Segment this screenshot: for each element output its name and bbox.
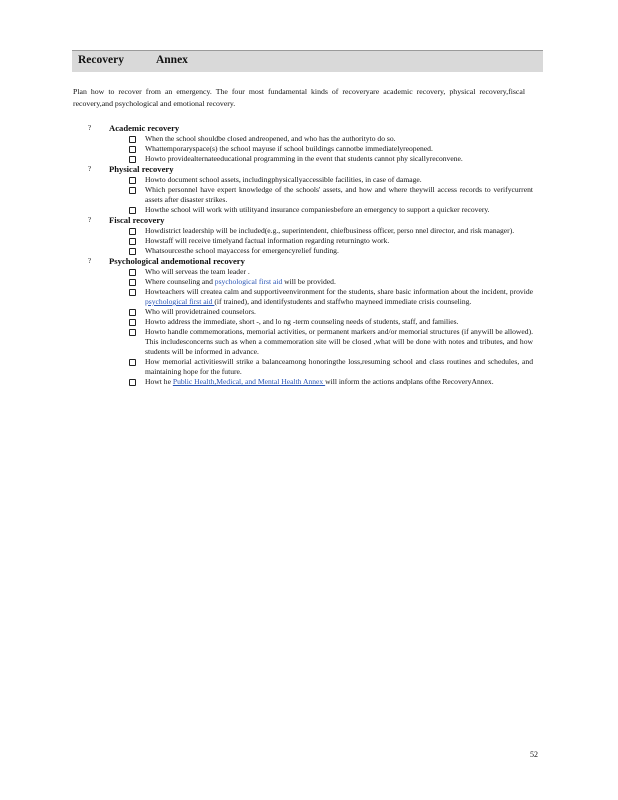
list-item (88, 377, 533, 387)
unknown-bullet-glyph: ? (88, 216, 92, 224)
unknown-bullet-glyph: ? (88, 165, 92, 173)
list-item-text: Whattemporaryspace(s) the school mayuse if school buildings cannotbe immediatelyreopened. (145, 144, 433, 153)
section-heading-text: Fiscal recovery (109, 215, 165, 225)
square-bullet-icon (129, 156, 136, 163)
square-bullet-icon (129, 177, 136, 184)
list-item-text: Howto document school assets, includingphysicallyaccessible facilities, in case of damage. (145, 175, 422, 184)
recovery-section (88, 256, 533, 387)
square-bullet-icon (129, 136, 136, 143)
list-item (88, 205, 533, 215)
square-bullet-icon (129, 289, 136, 296)
square-bullet-icon (129, 269, 136, 276)
section-title (78, 54, 188, 66)
square-bullet-icon (129, 309, 136, 316)
list-item (88, 154, 533, 164)
list-item (88, 185, 533, 205)
section-heading-text: Physical recovery (109, 164, 174, 174)
list-item (88, 226, 533, 236)
square-bullet-icon (129, 319, 136, 326)
section-items (88, 267, 533, 387)
square-bullet-icon (129, 207, 136, 214)
section-header-bar (72, 50, 543, 72)
list-item (88, 246, 533, 256)
section-items (88, 175, 533, 215)
list-item-text: Howt he (145, 377, 173, 386)
list-item-text: Who will providetrained counselors. (145, 307, 256, 316)
square-bullet-icon (129, 187, 136, 194)
list-item-text: (if trained), and identifystudents and staffwho mayneed immediate crisis counseling. (214, 297, 472, 306)
list-item (88, 134, 533, 144)
inline-link[interactable]: Public Health,Medical, and Mental Health Annex (172, 377, 326, 386)
list-item (88, 236, 533, 246)
square-bullet-icon (129, 228, 136, 235)
list-item-text: Howto address the immediate, short -, and lo ng -term counseling needs of students, staff, and families. (145, 317, 459, 326)
section-title-part2: Annex (155, 54, 188, 66)
list-item-text: Howto providealternateeducational programming in the event that students cannot phy sicallyreconvene. (145, 154, 463, 163)
list-item-text: When the school shouldbe closed andreopened, and who has the authorityto do so. (145, 134, 396, 143)
list-item-text: How memorial activitieswill strike a balanceamong honoringthe loss,resuming school and class routines and schedules, and maintaining hope for the future. (145, 357, 533, 376)
list-item (88, 317, 533, 327)
inline-link[interactable]: psychological first aid (214, 277, 283, 286)
section-heading (88, 256, 533, 267)
list-item (88, 144, 533, 154)
section-heading (88, 123, 533, 134)
list-item-text: Where counseling and (145, 277, 215, 286)
page-number: 52 (530, 750, 538, 759)
list-item (88, 277, 533, 287)
square-bullet-icon (129, 238, 136, 245)
list-item-text: Who will serveas the team leader . (145, 267, 250, 276)
list-item (88, 267, 533, 277)
list-item (88, 327, 533, 357)
section-items (88, 134, 533, 164)
recovery-list (88, 123, 533, 387)
list-item (88, 175, 533, 185)
unknown-bullet-glyph: ? (88, 124, 92, 132)
section-title-part1: Recovery (78, 54, 124, 66)
list-item-text: will be provided. (282, 277, 336, 286)
section-items (88, 226, 533, 256)
square-bullet-icon (129, 279, 136, 286)
list-item-text: will inform the actions andplans ofthe RecoveryAnnex. (325, 377, 494, 386)
list-item-text: Which personnel have expert knowledge of the schools' assets, and how and where theywill access records to verifycurrent assets after disaster strikes. (145, 185, 533, 204)
list-item-text: Howstaff will receive timelyand factual information regarding returningto work. (145, 236, 390, 245)
section-heading (88, 215, 533, 226)
list-item (88, 357, 533, 377)
section-heading-text: Psychological andemotional recovery (109, 256, 245, 266)
square-bullet-icon (129, 146, 136, 153)
square-bullet-icon (129, 329, 136, 336)
list-item-text: Howteachers will createa calm and supportiveenvironment for the students, share basic information about the incident, provide (145, 287, 533, 296)
unknown-bullet-glyph: ? (88, 257, 92, 265)
list-item-text: Whatsourcesthe school mayaccess for emergencyrelief funding. (145, 246, 339, 255)
square-bullet-icon (129, 359, 136, 366)
recovery-section (88, 123, 533, 164)
section-heading (88, 164, 533, 175)
list-item (88, 287, 533, 307)
square-bullet-icon (129, 248, 136, 255)
inline-link[interactable]: psychological first aid (145, 297, 215, 306)
section-heading-text: Academic recovery (109, 123, 180, 133)
square-bullet-icon (129, 379, 136, 386)
list-item (88, 307, 533, 317)
list-item-text: Howto handle commemorations, memorial activities, or permanent markers and/or memorial structures (if anywill be allowed). This includesconcerns such as when a commemoration site will be closed ,what will be done with notes and tributes, and how students will be informed in advance. (145, 327, 533, 356)
recovery-section (88, 164, 533, 215)
list-item-text: Howthe school will work with utilityand insurance companiesbefore an emergency to support a quicker recovery. (145, 205, 490, 214)
recovery-section (88, 215, 533, 256)
list-item-text: Howdistrict leadership will be included(e.g., superintendent, chiefbusiness officer, perso nnel director, and risk manager). (145, 226, 515, 235)
intro-paragraph: Plan how to recover from an emergency. The four most fundamental kinds of recoveryare academic recovery, physical recovery,fiscal recovery,and psychological and emotional recovery. (73, 87, 525, 108)
